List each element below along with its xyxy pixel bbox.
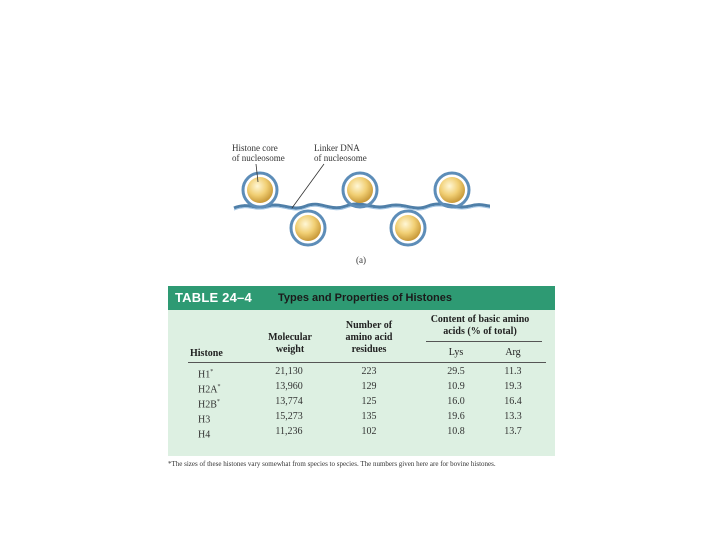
arg-percent: 19.3: [504, 381, 522, 392]
lys-percent: 16.0: [447, 396, 465, 407]
panel-label: (a): [356, 255, 366, 265]
histone-name: H2B: [198, 399, 217, 411]
header-basic-content: Content of basic amino acids (% of total): [430, 314, 530, 337]
histone-name: H2A: [198, 384, 218, 396]
table-row: [168, 426, 555, 440]
lys-percent: 10.8: [447, 426, 465, 437]
histone-name: H3: [198, 414, 211, 426]
lys-percent: 19.6: [447, 411, 465, 422]
lys-percent: 10.9: [447, 381, 465, 392]
nucleosome-3: [343, 173, 377, 207]
table-footnote: *The sizes of these histones vary somewhat from species to species. The numbers given here are for bovine histones.: [168, 460, 496, 468]
residues: 125: [361, 396, 377, 407]
table-body: [168, 310, 555, 456]
header-lys: Lys: [448, 347, 464, 358]
residues: 223: [361, 366, 377, 377]
histone-name: H4: [198, 429, 211, 441]
molecular-weight: 11,236: [275, 426, 303, 437]
header-histone: Histone: [190, 348, 223, 359]
histone-table: [168, 286, 555, 474]
table-row: H2B* 13,774 125 16.0 16.4: [168, 396, 555, 410]
molecular-weight: 21,130: [275, 366, 303, 377]
arg-percent: 16.4: [504, 396, 522, 407]
table-header-bar: [168, 286, 555, 310]
linker-dna-label: Linker DNA of nucleosome: [314, 143, 367, 163]
nucleosome-2: [291, 211, 325, 245]
header-rule: [188, 362, 546, 363]
table-number: TABLE 24–4: [175, 290, 252, 305]
nucleosome-diagram: [228, 136, 498, 268]
header-molecular-weight: Molecular weight: [268, 332, 312, 355]
arg-percent: 13.3: [504, 411, 522, 422]
residues: 102: [361, 426, 377, 437]
histone-core-label: Histone core of nucleosome: [232, 143, 285, 163]
table-row: H1* 21,130 223 29.5 11.3: [168, 366, 555, 380]
table-row: H2A* 13,960 129 10.9 19.3: [168, 381, 555, 395]
residues: 129: [361, 381, 377, 392]
arg-percent: 11.3: [504, 366, 522, 377]
nucleosome-1: [243, 173, 277, 207]
residues: 135: [361, 411, 377, 422]
molecular-weight: 15,273: [275, 411, 303, 422]
molecular-weight: 13,960: [275, 381, 303, 392]
table-row: [168, 411, 555, 425]
molecular-weight: 13,774: [275, 396, 303, 407]
header-arg: Arg: [505, 347, 521, 358]
nucleosome-4: [391, 211, 425, 245]
nucleosome-figure: [228, 136, 498, 268]
table-title: Types and Properties of Histones: [278, 292, 453, 304]
histone-name: H1: [198, 369, 211, 381]
lys-percent: 29.5: [447, 366, 465, 377]
nucleosome-5: [435, 173, 469, 207]
header-residues: Number of amino acid residues: [345, 320, 393, 355]
basic-header-rule: [426, 341, 542, 342]
linker-leader-line: [292, 164, 324, 208]
arg-percent: 13.7: [504, 426, 522, 437]
